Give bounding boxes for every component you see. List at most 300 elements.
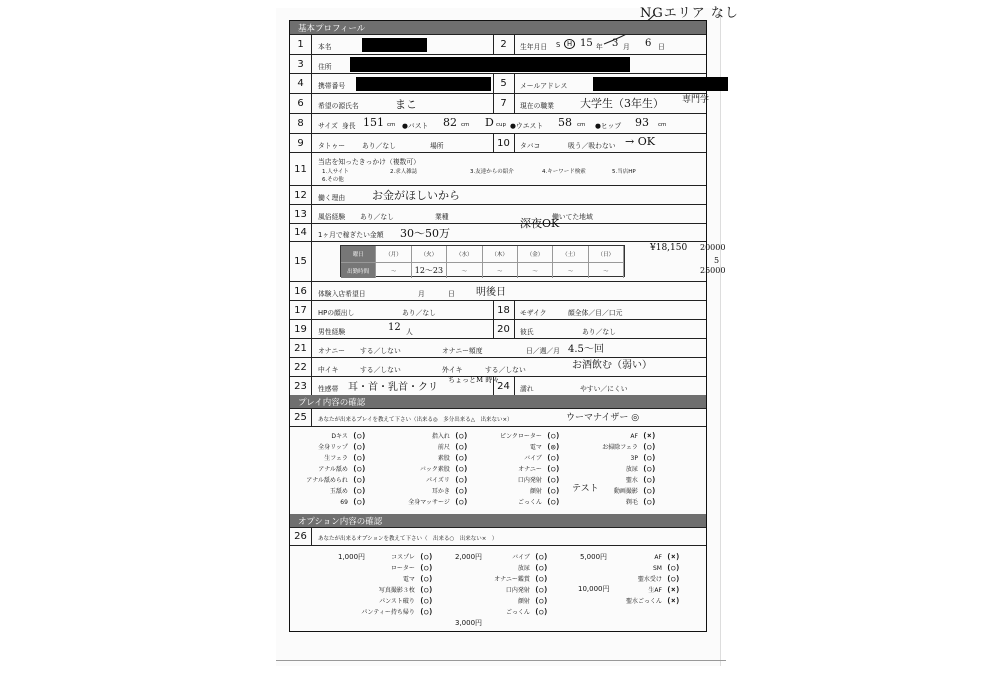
address-label: 住所 xyxy=(318,63,332,71)
option-item-mark: (○) xyxy=(661,574,680,583)
redacted-address xyxy=(350,57,630,72)
option-item-mark: (○) xyxy=(529,607,548,616)
inner-orgasm-label: 中イキ xyxy=(318,366,339,374)
play-item xyxy=(318,442,366,451)
option-item xyxy=(654,552,680,561)
cm-unit: cm xyxy=(658,122,667,128)
play-item xyxy=(438,453,468,462)
row-num: 10 xyxy=(493,134,515,152)
play-item xyxy=(602,442,656,451)
frequency-options: 日／週／月 xyxy=(526,347,560,355)
outer-orgasm-label: 外イキ xyxy=(442,366,463,374)
play-item-label: AF xyxy=(630,433,638,440)
trial-date-label: 体験入店希望日 xyxy=(318,290,366,298)
option-item-label: 聖水ごっくん xyxy=(626,598,662,605)
height-value: 151 xyxy=(363,116,384,129)
late-night-note: 深夜OK xyxy=(520,217,560,230)
bust-value: 82 xyxy=(443,116,457,129)
section-play xyxy=(290,395,706,408)
option-item-mark: (○) xyxy=(414,596,433,605)
schedule-day: （火） xyxy=(412,246,447,262)
masturbation-options: する／しない xyxy=(360,347,401,355)
play-item xyxy=(614,486,656,495)
bust-label: ●バスト xyxy=(402,122,429,130)
option-item-label: ローター xyxy=(390,565,415,572)
play-item xyxy=(630,431,656,440)
play-item-label: 前尺 xyxy=(437,444,450,451)
play-test-note: テスト xyxy=(572,484,599,494)
year-unit: 年 xyxy=(596,43,603,51)
cm-unit: cm xyxy=(387,122,396,128)
option-item xyxy=(648,585,680,594)
play-item-mark: (○) xyxy=(449,431,468,440)
row-6-7 xyxy=(290,93,710,113)
play-item-label: 生フェラ xyxy=(324,455,348,462)
option-item xyxy=(506,607,548,616)
schedule-day: （木） xyxy=(483,246,518,262)
schedule-time: 〜 xyxy=(483,263,518,278)
row-num: 18 xyxy=(493,301,515,319)
play-item-label: パイズリ xyxy=(425,477,450,484)
cm-unit: cm xyxy=(577,122,586,128)
play-item-label: 動画撮影 xyxy=(613,488,638,495)
tobacco-note: → OK xyxy=(625,135,655,148)
play-item-mark: (○) xyxy=(541,431,560,440)
play-item xyxy=(524,453,560,462)
wetness-label: 濡れ xyxy=(520,385,534,393)
hp-face-options: あり／なし xyxy=(402,309,436,317)
row-num: 20 xyxy=(493,320,515,338)
option-item-label: AF xyxy=(654,554,662,561)
size-label: サイズ xyxy=(318,122,338,130)
option-item-label: 顔射 xyxy=(517,598,530,605)
option-item-mark: (○) xyxy=(529,596,548,605)
option-item xyxy=(506,585,548,594)
play-item-label: アナル舐め xyxy=(318,466,348,473)
occupation-label: 現在の職業 xyxy=(520,102,554,110)
play-item-mark: (○) xyxy=(541,464,560,473)
frequency-value: 4.5〜回 xyxy=(568,344,604,355)
row-3 xyxy=(290,54,706,73)
drink-note: お酒飲む（弱い） xyxy=(572,360,652,371)
option-item xyxy=(512,552,548,561)
erogenous-label: 性感帯 xyxy=(318,385,339,393)
schedule-time-header: 出勤時間 xyxy=(341,263,376,278)
row-16 xyxy=(290,281,706,300)
play-item-mark: (○) xyxy=(449,442,468,451)
month-unit: 月 xyxy=(623,43,630,51)
birth-day: 6 xyxy=(645,38,652,49)
option-grid xyxy=(290,545,706,633)
boyfriend-options: あり／なし xyxy=(582,328,616,336)
row-num: 21 xyxy=(290,339,312,357)
row-num: 12 xyxy=(290,186,312,204)
reason-value: お金がほしいから xyxy=(372,189,460,202)
option-item-mark: (○) xyxy=(529,552,548,561)
schedule-day: （日） xyxy=(589,246,624,262)
redacted-phone xyxy=(356,77,491,91)
row-num: 11 xyxy=(290,153,312,185)
option-item-mark: (○) xyxy=(414,574,433,583)
option-item-mark: (×) xyxy=(661,552,680,561)
play-item-mark: (○) xyxy=(449,497,468,506)
tobacco-label: タバコ xyxy=(520,142,541,150)
option-item xyxy=(391,563,433,572)
schedule-day: （土） xyxy=(553,246,588,262)
play-item-label: 69 xyxy=(340,499,348,506)
hp-face-label: HPの顔出し xyxy=(318,309,355,317)
schedule-table xyxy=(340,245,625,277)
play-item-label: 玉舐め xyxy=(329,488,348,495)
play-item-mark: (○) xyxy=(347,442,366,451)
outer-orgasm-options: する／しない xyxy=(485,366,526,374)
phone-label: 携帯番号 xyxy=(318,82,346,90)
play-item xyxy=(318,464,366,473)
section-play-title: プレイ内容の確認 xyxy=(298,397,366,408)
side-note: 25000 xyxy=(700,266,726,275)
play-item-label: 顔射 xyxy=(529,488,542,495)
row-num: 3 xyxy=(290,55,312,73)
email-label: メールアドレス xyxy=(520,82,568,90)
option-item-label: バイブ xyxy=(512,554,530,561)
play-item xyxy=(631,453,657,462)
option-price: 2,000円 xyxy=(455,553,483,561)
option-item xyxy=(638,574,680,583)
row-26 xyxy=(290,527,706,545)
tobacco-options: 吸う／吸わない xyxy=(568,142,616,150)
play-item xyxy=(432,486,468,495)
play-note: ウーマナイザー ◎ xyxy=(566,413,640,423)
row-num: 8 xyxy=(290,114,312,133)
option-price: 3,000円 xyxy=(455,619,483,627)
row-num: 17 xyxy=(290,301,312,319)
option-item xyxy=(403,574,433,583)
play-item-label: 素股 xyxy=(437,455,450,462)
income-goal-label: 1ヶ月で稼ぎたい金額 xyxy=(318,231,384,239)
partners-label: 男性経験 xyxy=(318,328,346,336)
partners-value: 12 xyxy=(388,322,401,333)
tattoo-options: あり／なし xyxy=(362,142,396,150)
occupation-value: 大学生（3年生） xyxy=(580,97,664,110)
play-item-label: アナル舐められ xyxy=(306,477,348,484)
row-num: 16 xyxy=(290,282,312,300)
play-item-label: 全身マッサージ xyxy=(408,499,450,506)
play-item-label: バック素股 xyxy=(419,466,450,473)
row-num: 7 xyxy=(493,94,515,113)
waist-value: 58 xyxy=(558,116,572,129)
row-9-10 xyxy=(290,133,706,152)
play-item-label: バイブ xyxy=(524,455,542,462)
play-item xyxy=(500,431,560,440)
play-item-mark: (◎) xyxy=(541,442,560,451)
section-basic-title: 基本プロフィール xyxy=(298,23,366,34)
play-item-mark: (×) xyxy=(637,431,656,440)
play-item xyxy=(324,453,366,462)
option-item xyxy=(626,596,680,605)
option-item-label: コスプレ xyxy=(391,554,415,561)
section-option xyxy=(290,514,706,527)
play-item-label: Dキス xyxy=(331,433,348,440)
referral-label: 当店を知ったきっかけ（複数可） xyxy=(318,158,420,166)
experience-label: 風俗経験 xyxy=(318,213,346,221)
side-note: 20000 xyxy=(700,243,726,252)
option-item xyxy=(379,585,433,594)
option-item-label: 電マ xyxy=(402,576,415,583)
profile-form xyxy=(289,20,710,632)
waist-label: ●ウエスト xyxy=(510,122,544,130)
row-4-5 xyxy=(290,73,706,93)
play-item-label: 全身リップ xyxy=(318,444,348,451)
option-price: 5,000円 xyxy=(580,553,608,561)
option-item-mark: (○) xyxy=(529,585,548,594)
section-option-title: オプション内容の確認 xyxy=(298,516,383,527)
play-item-label: 剃毛 xyxy=(625,499,638,506)
option-item-label: 生AF xyxy=(648,587,662,594)
play-item-mark: (○) xyxy=(541,497,560,506)
option-item-mark: (○) xyxy=(529,574,548,583)
schedule-time: 〜 xyxy=(553,263,588,278)
play-item xyxy=(408,497,468,506)
play-item-mark: (○) xyxy=(347,453,366,462)
hip-label: ●ヒップ xyxy=(595,122,622,130)
mosaic-options: 顔全体／目／口元 xyxy=(568,309,623,317)
boyfriend-label: 彼氏 xyxy=(520,328,534,336)
row-num: 23 xyxy=(290,377,312,395)
option-item-label: SM xyxy=(652,565,662,572)
play-item xyxy=(432,431,468,440)
redacted-name xyxy=(362,38,427,52)
trial-day-label: 日 xyxy=(448,290,455,298)
play-item xyxy=(426,475,468,484)
schedule-day: （金） xyxy=(518,246,553,262)
schedule-time: 〜 xyxy=(447,263,482,278)
option-question: あなたが出来るオプションを教えて下さい（ 出来る○ 出来ない× ） xyxy=(318,536,498,542)
cm-unit: cm xyxy=(461,122,470,128)
height-label: 身長 xyxy=(342,122,356,130)
schedule-time-row xyxy=(341,262,624,278)
row-25 xyxy=(290,408,706,426)
option-item-label: ごっくん xyxy=(506,609,530,616)
real-name-label: 本名 xyxy=(318,43,332,51)
option-price: 10,000円 xyxy=(578,585,610,593)
play-item-mark: (○) xyxy=(637,453,656,462)
option-item-mark: (○) xyxy=(414,607,433,616)
tattoo-place-label: 場所 xyxy=(430,142,444,150)
hip-value: 93 xyxy=(635,116,649,129)
birth-month: 3 xyxy=(612,38,619,49)
stage-name-label: 希望の源氏名 xyxy=(318,102,359,110)
option-item-label: 聖水受け xyxy=(637,576,662,583)
play-item xyxy=(518,497,560,506)
play-item-label: ピンクローター xyxy=(500,433,542,440)
row-num: 14 xyxy=(290,224,312,241)
erogenous-note: ちょっとM 時々 xyxy=(448,376,500,384)
option-item-mark: (○) xyxy=(661,563,680,572)
industry-label: 業種 xyxy=(435,213,449,221)
play-item-mark: (○) xyxy=(449,486,468,495)
schedule-time: 12〜23 xyxy=(412,263,447,278)
play-item-mark: (○) xyxy=(637,464,656,473)
play-item-mark: (○) xyxy=(449,453,468,462)
row-num: 15 xyxy=(290,242,312,281)
play-item xyxy=(330,486,366,495)
play-item-mark: (○) xyxy=(541,453,560,462)
option-item-mark: (○) xyxy=(529,563,548,572)
option-item xyxy=(494,574,548,583)
occupation-extra: 専門学 xyxy=(682,95,710,105)
row-num: 24 xyxy=(493,377,515,395)
play-item-label: 耳かき xyxy=(431,488,450,495)
paper-edge xyxy=(276,660,726,666)
row-num: 1 xyxy=(290,35,312,54)
option-item xyxy=(361,607,433,616)
referral-opt: 5.当店HP xyxy=(612,169,636,175)
section-basic-profile xyxy=(290,21,706,34)
reason-label: 働く理由 xyxy=(318,194,346,202)
play-item-mark: (○) xyxy=(541,486,560,495)
schedule-day-row xyxy=(341,246,624,262)
play-grid xyxy=(290,426,706,510)
schedule-time: 〜 xyxy=(518,263,553,278)
play-item-mark: (○) xyxy=(541,475,560,484)
stage-name-value: まこ xyxy=(395,98,417,111)
play-item-label: 放尿 xyxy=(625,466,638,473)
erogenous-value: 耳・首・乳首・クリ xyxy=(348,382,438,393)
play-item xyxy=(626,464,656,473)
play-item-label: 聖水 xyxy=(625,477,638,484)
play-item-mark: (○) xyxy=(637,475,656,484)
mosaic-label: モザイク xyxy=(520,309,547,317)
row-8 xyxy=(290,113,706,133)
row-num: 4 xyxy=(290,74,312,93)
play-question: あなたが出来るプレイを教えて下さい（出来る◎ 多分出来る△ 出来ない×） xyxy=(318,417,513,423)
play-item-label: 3P xyxy=(630,455,638,462)
frequency-label: オナニー頻度 xyxy=(442,347,483,355)
option-item-mark: (○) xyxy=(414,585,433,594)
play-item-label: 電マ xyxy=(529,444,542,451)
schedule-time: 〜 xyxy=(589,263,624,278)
referral-opt: 3.友達からの紹介 xyxy=(470,169,514,175)
schedule-time: 〜 xyxy=(376,263,411,278)
day-unit: 日 xyxy=(658,43,665,51)
referral-opt: 4.キーワード検索 xyxy=(542,169,586,175)
row-13 xyxy=(290,204,706,223)
cup-value: D xyxy=(485,116,494,129)
row-19-20 xyxy=(290,319,706,338)
income-goal-value: 30〜50万 xyxy=(400,227,450,240)
row-12 xyxy=(290,185,706,204)
referral-opt: 2.求人雑誌 xyxy=(390,169,418,175)
play-item xyxy=(340,497,366,506)
birth-year: 15 xyxy=(580,38,593,49)
play-item-mark: (○) xyxy=(347,475,366,484)
birthday-label: 生年月日 xyxy=(520,43,548,51)
option-item-mark: (×) xyxy=(661,596,680,605)
play-item-mark: (○) xyxy=(449,464,468,473)
trial-date-value: 明後日 xyxy=(476,287,506,298)
row-15 xyxy=(290,241,706,281)
era-s: S xyxy=(556,41,561,49)
option-item xyxy=(379,596,433,605)
schedule-day: （水） xyxy=(447,246,482,262)
play-item-mark: (○) xyxy=(637,497,656,506)
row-num: 9 xyxy=(290,134,312,152)
play-item-mark: (○) xyxy=(347,497,366,506)
option-item-mark: (○) xyxy=(414,552,433,561)
experience-options: あり／なし xyxy=(360,213,394,221)
side-note: 5 xyxy=(714,256,720,265)
play-item xyxy=(530,442,560,451)
row-num: 5 xyxy=(493,74,515,93)
row-num: 25 xyxy=(290,409,312,426)
referral-opt: 1.人サイト xyxy=(322,169,349,175)
option-item-label: オナニー鑑賞 xyxy=(494,576,530,583)
option-item xyxy=(653,563,680,572)
play-item-label: お掃除フェラ xyxy=(602,444,638,451)
schedule-day-header: 曜日 xyxy=(341,246,376,262)
inner-orgasm-options: する／しない xyxy=(360,366,401,374)
play-item-label: 口内発射 xyxy=(517,477,542,484)
play-item-label: ごっくん xyxy=(518,499,542,506)
row-num: 22 xyxy=(290,358,312,376)
option-item-label: パンスト破り xyxy=(379,598,415,605)
row-num: 2 xyxy=(493,35,515,54)
play-item-label: 指入れ xyxy=(431,433,450,440)
partners-unit: 人 xyxy=(406,328,413,336)
work-area-label: 働いてた地域 xyxy=(552,213,593,221)
row-22 xyxy=(290,357,706,376)
play-item xyxy=(626,475,656,484)
option-item-label: 放尿 xyxy=(517,565,530,572)
redacted-email xyxy=(593,77,728,91)
play-item-mark: (○) xyxy=(637,486,656,495)
tattoo-label: タトゥー xyxy=(318,142,346,150)
schedule-day: （月） xyxy=(376,246,411,262)
top-handnote: NGエリア なし xyxy=(640,6,739,21)
row-num: 26 xyxy=(290,528,312,545)
masturbation-label: オナニー xyxy=(318,347,345,355)
play-item-mark: (○) xyxy=(449,475,468,484)
option-item-mark: (○) xyxy=(414,563,433,572)
row-23-24 xyxy=(290,376,706,395)
play-item-mark: (○) xyxy=(637,442,656,451)
era-h xyxy=(564,39,575,49)
play-item-mark: (○) xyxy=(347,464,366,473)
play-item xyxy=(518,464,560,473)
option-item-label: 口内発射 xyxy=(505,587,530,594)
play-item xyxy=(438,442,468,451)
row-11 xyxy=(290,152,706,185)
row-17-18 xyxy=(290,300,706,319)
row-21 xyxy=(290,338,706,357)
play-item-label: オナニー xyxy=(518,466,542,473)
row-1-2 xyxy=(290,34,706,54)
play-item-mark: (○) xyxy=(347,431,366,440)
option-item xyxy=(391,552,433,561)
play-item xyxy=(518,475,560,484)
play-item xyxy=(530,486,560,495)
option-item xyxy=(518,563,548,572)
cup-label: cup xyxy=(496,122,507,128)
wetness-options: やすい／にくい xyxy=(580,385,628,393)
era-h-circled: H xyxy=(564,39,575,49)
trial-month-label: 月 xyxy=(418,290,425,298)
side-price-note: ¥18,150 xyxy=(650,243,688,253)
play-item xyxy=(626,497,656,506)
option-item-mark: (×) xyxy=(661,585,680,594)
play-item xyxy=(306,475,366,484)
play-item-mark: (○) xyxy=(347,486,366,495)
